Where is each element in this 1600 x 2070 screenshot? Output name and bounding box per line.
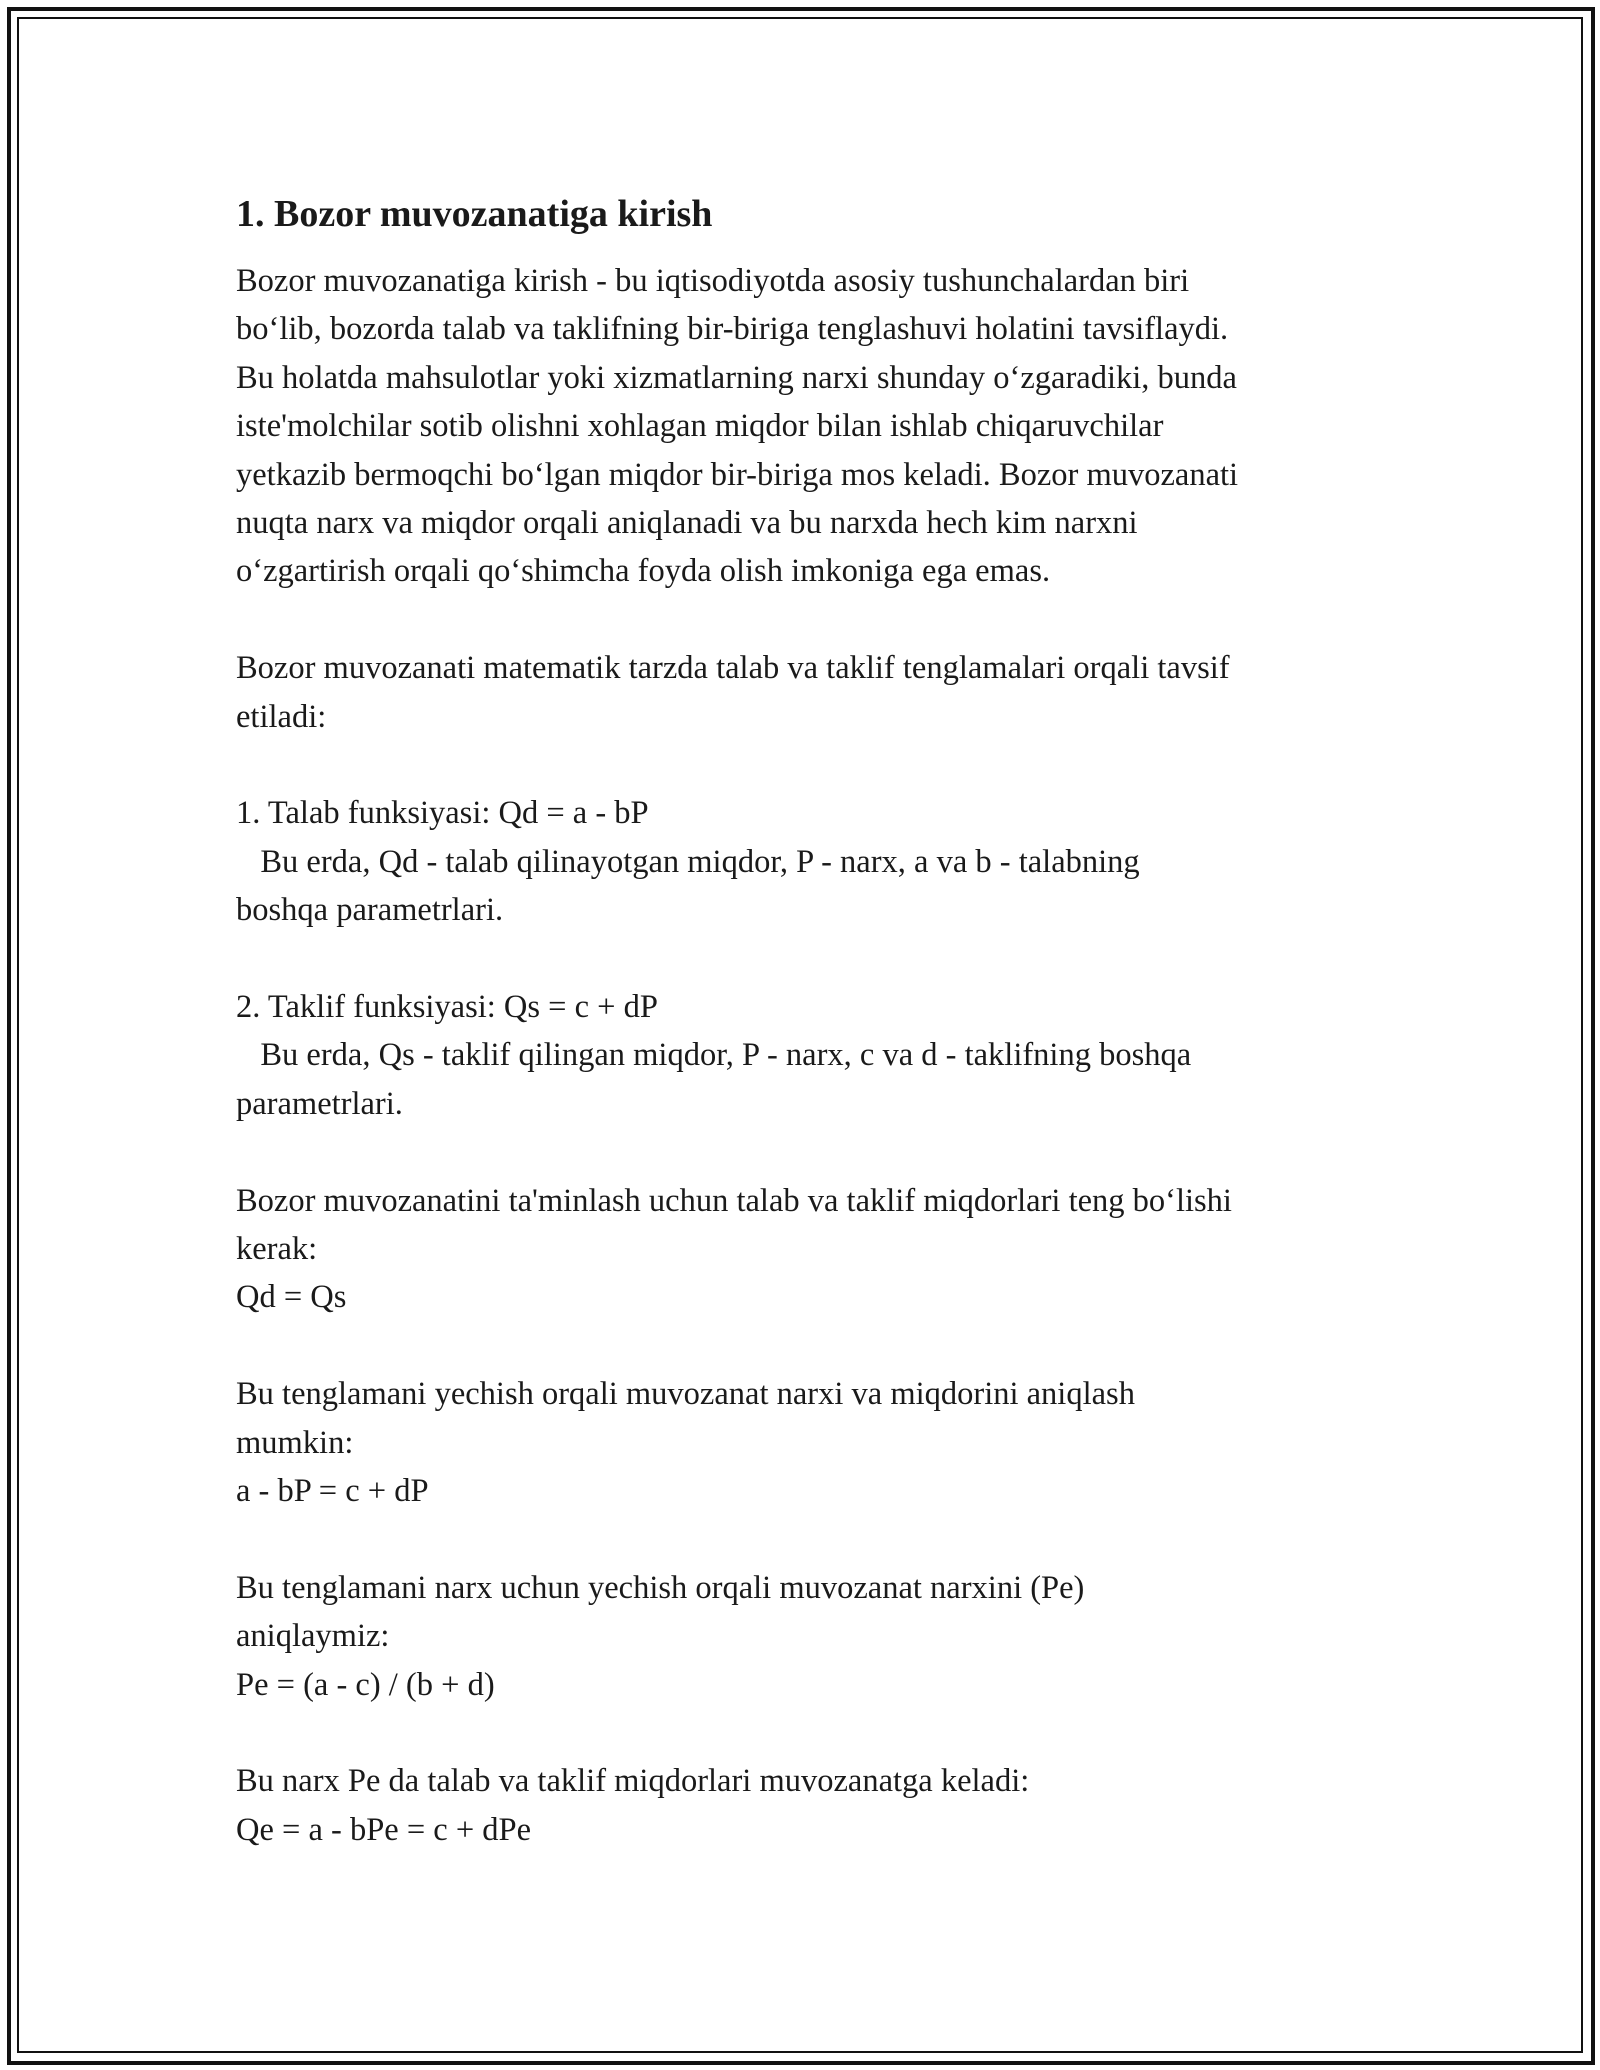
text-line: Bu erda, Qd - talab qilinayotgan miqdor, P - narx, a va b - talabning [236,843,1140,880]
text-line: aniqlaymiz: [236,1618,390,1655]
document-body [236,185,1376,1854]
text-line: Bozor muvozanati matematik tarzda talab va taklif tenglamalari orqali tavsif [236,650,1230,687]
text-line: Bu narx Pe da talab va taklif miqdorlari muvozanatga keladi: [236,1763,1030,1800]
quantity-formula: Qe = a - bPe = c + dPe [236,1811,532,1848]
solve-equation-paragraph [236,1370,1376,1515]
price-formula: Pe = (a - c) / (b + d) [236,1666,495,1703]
text-line: iste'molchilar sotib olishni xohlagan miqdor bilan ishlab chiqaruvchilar [236,408,1164,445]
demand-function-paragraph [236,789,1376,934]
text-line: nuqta narx va miqdor orqali aniqlanadi va bu narxda hech kim narxni [236,505,1138,542]
text-line: Bu tenglamani narx uchun yechish orqali muvozanat narxini (Pe) [236,1569,1085,1606]
text-line: bo‘lib, bozorda talab va taklifning bir-biriga tenglashuvi holatini tavsiflaydi. [236,311,1229,348]
text-line: Bu erda, Qs - taklif qilingan miqdor, P - narx, c va d - taklifning boshqa [236,1037,1192,1074]
text-line: Bu holatda mahsulotlar yoki xizmatlarning narxi shunday o‘zgaradiki, bunda [236,359,1237,396]
equilibrium-formula: Qd = Qs [236,1279,347,1316]
text-line: boshqa parametrlari. [236,892,504,929]
equilibrium-price-paragraph [236,1564,1376,1709]
text-line: yetkazib bermoqchi bo‘lgan miqdor bir-biriga mos keladi. Bozor muvozanati [236,456,1239,493]
text-line: kerak: [236,1231,318,1268]
supply-formula: 2. Taklif funksiyasi: Qs = c + dP [236,989,658,1026]
text-line: Bozor muvozanatini ta'minlash uchun talab va taklif miqdorlari teng bo‘lishi [236,1182,1232,1219]
supply-function-paragraph [236,983,1376,1128]
text-line: mumkin: [236,1424,354,1461]
text-line: o‘zgartirish orqali qo‘shimcha foyda olish imkoniga ega emas. [236,553,1051,590]
demand-formula: 1. Talab funksiyasi: Qd = a - bP [236,795,649,832]
text-line: etiladi: [236,698,327,735]
section-heading: 1. Bozor muvozanatiga kirish [236,193,713,235]
equilibrium-condition-paragraph [236,1177,1376,1322]
equation-formula: a - bP = c + dP [236,1473,429,1510]
intro-paragraph [236,257,1376,596]
math-description-paragraph [236,644,1376,741]
text-line: Bu tenglamani yechish orqali muvozanat narxi va miqdorini aniqlash [236,1376,1135,1413]
text-line: parametrlari. [236,1085,403,1122]
equilibrium-quantity-paragraph [236,1757,1376,1854]
text-line: Bozor muvozanatiga kirish - bu iqtisodiyotda asosiy tushunchalardan biri [236,263,1190,299]
